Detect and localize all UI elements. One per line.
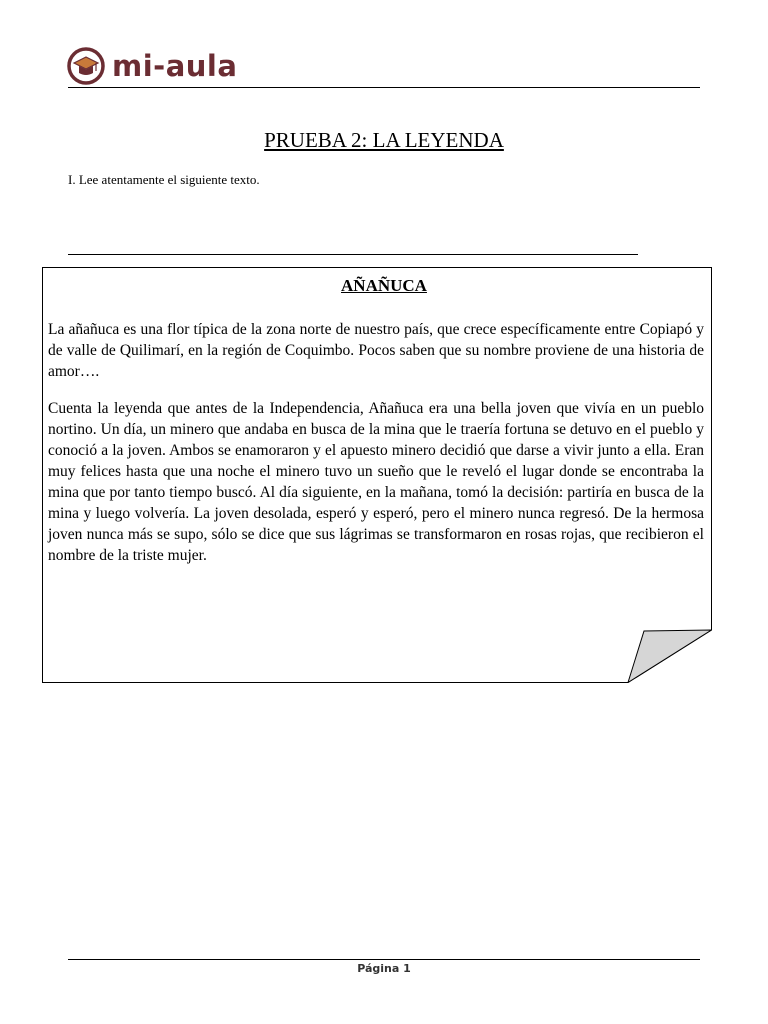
logo [66, 42, 237, 90]
page-title: PRUEBA 2: LA LEYENDA [264, 128, 504, 152]
page-number: Página 1 [357, 962, 411, 975]
header-divider [68, 87, 700, 88]
instruction-text: I. Lee atentamente el siguiente texto. [68, 172, 260, 187]
reading-paragraph-1: La añañuca es una flor típica de la zona norte de nuestro país, que crece específicamente entre Copiapó y de valle de Quilimarí, en la región de Coquimbo. Pocos saben que su nombre proviene de una historia de amor…. [48, 321, 704, 380]
reading-title: AÑAÑUCA [341, 276, 427, 295]
footer-divider [68, 959, 700, 960]
reading-paragraph-2: Cuenta la leyenda que antes de la Independencia, Añañuca era una bella joven que vivía en un pueblo nortino. Un día, un minero que andaba en busca de la mina que le traería fortuna se detuvo en el pueblo y conoció a la joven. Ambos se enamoraron y el apuesto minero decidió que darse a vivir junto a ella. Eran muy felices hasta que una noche el minero tuvo un sueño que le reveló el lugar donde se encontraba la mina que por tanto tiempo buscó. Al día siguiente, en la mañana, tomó la decisión: partiría en busca de la mina y luego volvería. La joven desolada, esperó y esperó, pero el minero nunca regresó. De la hermosa joven nunca más se supo, sólo se dice que sus lágrimas se transformaron en rosas rojas, que recibieron el nombre de la triste mujer. [48, 400, 704, 564]
answer-line [68, 254, 638, 255]
logo-text: mi-aula [112, 48, 238, 83]
graduation-cap-icon [66, 46, 106, 86]
